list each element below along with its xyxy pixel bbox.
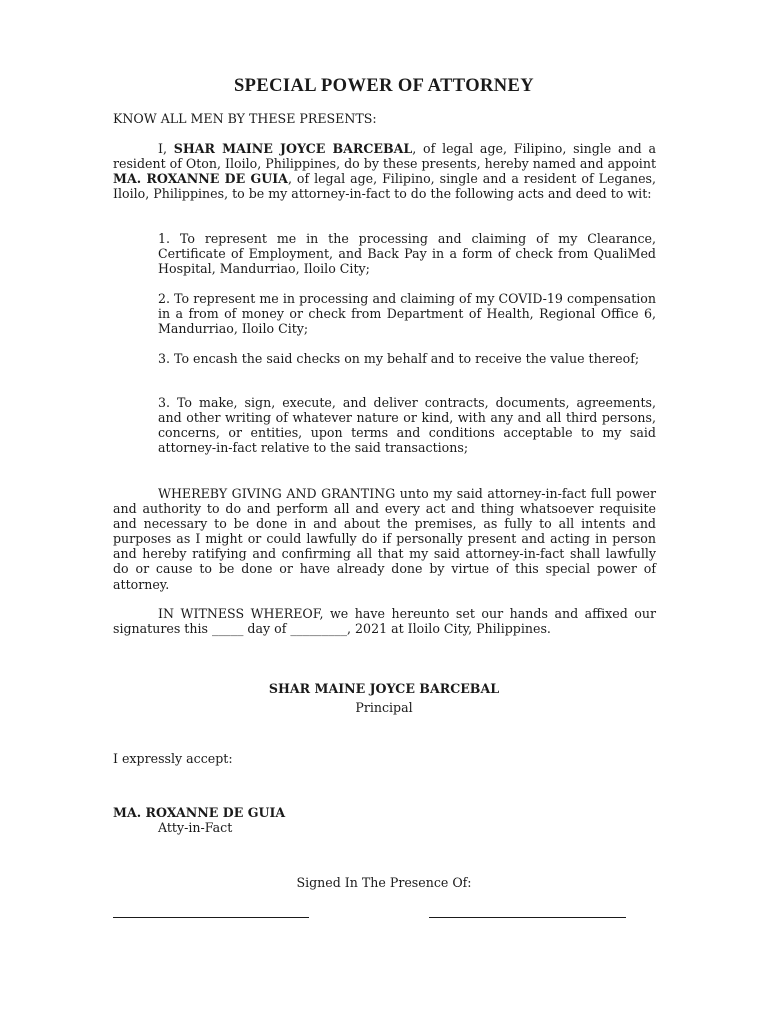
document-title: SPECIAL POWER OF ATTORNEY: [233, 76, 535, 96]
intro-text-2: , of legal age, Filipino, single and a resident of Oton, Iloilo, Philippines, do by these presents, hereby named and appoint: [113, 141, 656, 172]
witness-signature-line-1: [113, 917, 309, 918]
item-2: 2. To represent me in processing and claiming of my COVID-19 compensation in a from of money or check from Department of Health, Regional Office 6, Mandurriao, Iloilo City;: [158, 291, 656, 337]
attorney-name-inline: MA. ROXANNE DE GUIA: [113, 171, 288, 187]
intro-text-1: I,: [158, 141, 174, 156]
salutation: KNOW ALL MEN BY THESE PRESENTS:: [113, 111, 377, 126]
item-4: 3. To make, sign, execute, and deliver contracts, documents, agreements, and other writing of whatever nature or kind, with any and all third persons, concerns, or entities, upon terms and conditions acceptable to my said attorney-in-fact relative to the said transactions;: [158, 395, 656, 456]
accept-text: I expressly accept:: [113, 751, 233, 766]
whereby-paragraph: WHEREBY GIVING AND GRANTING unto my said attorney-in-fact full power and authority to do and perform all and every act and thing whatsoever requisite and necessary to be done in and about the premises, as fully to all intents and purposes as I might or could lawfully do if personally present and acting in person and hereby ratifying and confirming all that my said attorney-in-fact shall lawfully do or cause to be done or have already done by virtue of this special power of attorney.: [113, 486, 656, 592]
principal-name-inline: SHAR MAINE JOYCE BARCEBAL: [173, 141, 413, 156]
item-3: 3. To encash the said checks on my behalf and to receive the value thereof;: [158, 351, 640, 366]
intro-text-3: , of legal age, Filipino, single and a resident of Leganes, Iloilo, Philippines, to be my attorney-in-fact to do the following acts and deed to wit:: [113, 171, 656, 202]
witness-signature-line-2: [429, 917, 626, 918]
intro-paragraph: [113, 141, 656, 201]
witness-paragraph: IN WITNESS WHEREOF, we have hereunto set our hands and affixed our signatures this _____ day of _________, 2021 at Iloilo City, Philippines.: [113, 606, 656, 637]
attorney-signature-role: Atty-in-Fact: [158, 820, 233, 835]
attorney-signature-name: MA. ROXANNE DE GUIA: [113, 805, 286, 820]
item-1: 1. To represent me in the processing and claiming of my Clearance, Certificate of Employment, and Back Pay in a form of check from QualiMed Hospital, Mandurriao, Iloilo City;: [158, 231, 656, 277]
principal-signature-role: Principal: [355, 700, 413, 715]
presence-text: Signed In The Presence Of:: [296, 875, 472, 890]
principal-signature-name: SHAR MAINE JOYCE BARCEBAL: [268, 681, 500, 696]
